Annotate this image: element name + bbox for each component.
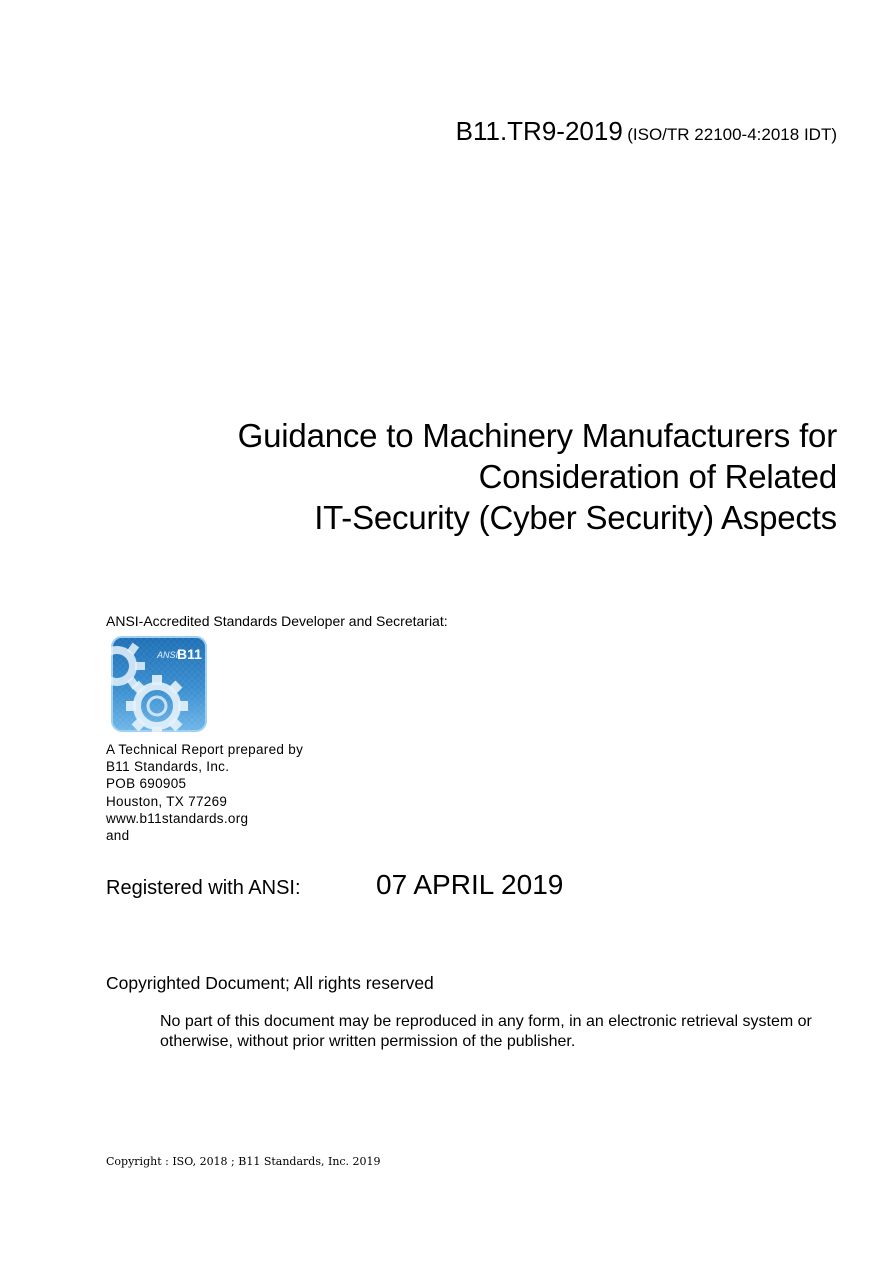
- address-line: POB 690905: [106, 776, 187, 792]
- secretariat-label: ANSI-Accredited Standards Developer and Secretariat:: [106, 613, 448, 629]
- registration-date: 07 APRIL 2019: [376, 869, 564, 900]
- address-line: B11 Standards, Inc.: [106, 759, 230, 775]
- logo-b11-text: B11: [177, 646, 202, 662]
- b11-logo: [111, 636, 207, 732]
- title-line-3: IT-Security (Cyber Security) Aspects: [314, 499, 837, 536]
- copyright-heading: Copyrighted Document; All rights reserved: [106, 973, 434, 993]
- publisher-address: [106, 741, 303, 844]
- page-footer: Copyright : ISO, 2018 ; B11 Standards, Inc. 2019: [106, 1155, 381, 1168]
- title-line-1: Guidance to Machinery Manufacturers for: [237, 417, 837, 454]
- address-line: and: [106, 828, 130, 844]
- doc-number-text: B11.TR9-2019: [455, 116, 623, 146]
- document-number: [456, 116, 837, 147]
- title-line-2: Consideration of Related: [478, 458, 837, 495]
- gear-icon: [111, 636, 207, 732]
- address-line: www.b11standards.org: [106, 810, 249, 826]
- copyright-notice: No part of this document may be reproduced in any form, in an electronic retrieval system or otherwise, without prior written permission of the publisher.: [160, 1013, 812, 1050]
- registration-label: Registered with ANSI:: [106, 877, 301, 899]
- address-line: A Technical Report prepared by: [106, 742, 304, 757]
- document-title: [238, 415, 837, 538]
- logo-ansi-text: ANSI: [157, 650, 179, 660]
- iso-reference: (ISO/TR 22100-4:2018 IDT): [627, 125, 837, 144]
- address-line: Houston, TX 77269: [106, 793, 228, 809]
